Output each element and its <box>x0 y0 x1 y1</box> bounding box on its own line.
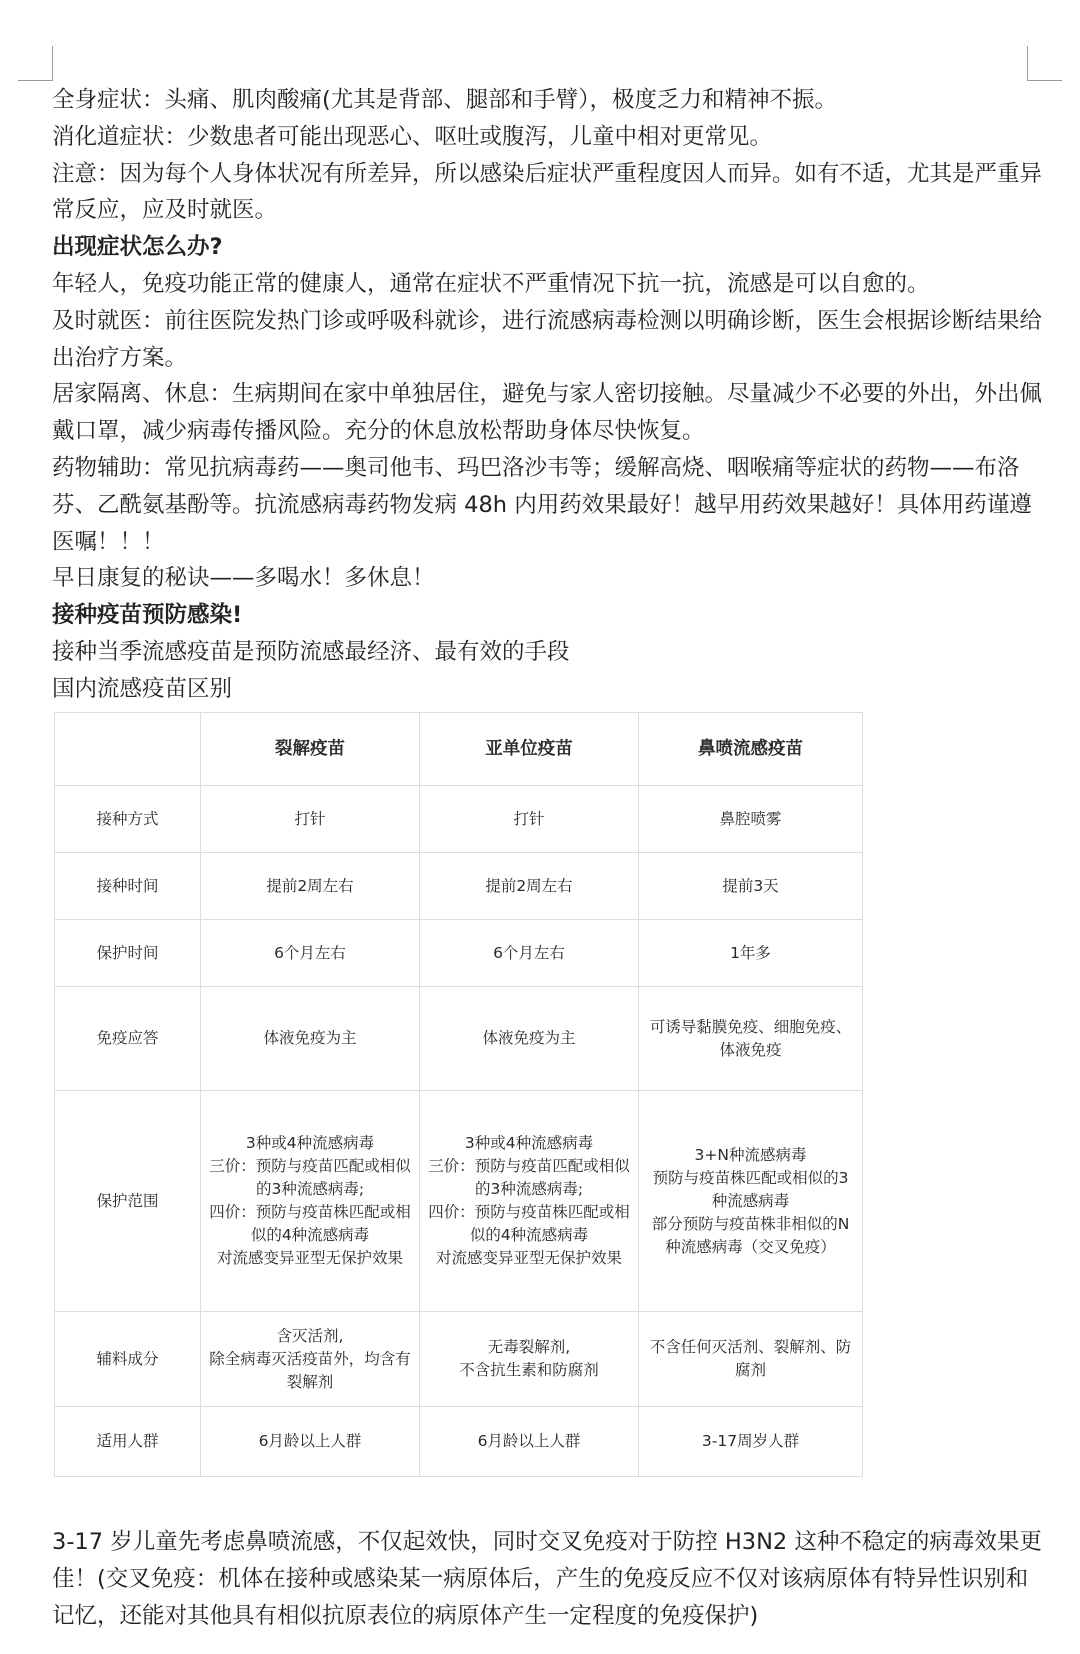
paragraph: 及时就医：前往医院发热门诊或呼吸科就诊，进行流感病毒检测以明确诊断，医生会根据诊断结果给出治疗方案。 <box>52 307 1043 371</box>
column-header: 鼻喷流感疫苗 <box>639 713 863 786</box>
page-cutoff-fade <box>0 1632 1080 1654</box>
page-corner-mark-top-left <box>18 46 53 81</box>
vaccine-comparison-table <box>54 712 863 1477</box>
row-label: 保护范围 <box>55 1091 201 1312</box>
table-cell: 提前3天 <box>639 853 863 920</box>
table-row <box>55 987 863 1091</box>
section-heading: 接种疫苗预防感染! <box>52 602 243 629</box>
table-row <box>55 1312 863 1407</box>
row-label: 辅料成分 <box>55 1312 201 1407</box>
table-cell: 3种或4种流感病毒 三价：预防与疫苗匹配或相似的3种流感病毒; 四价：预防与疫苗株匹配或相似的4种流感病毒 对流感变异亚型无保护效果 <box>201 1091 420 1312</box>
paragraph: 接种当季流感疫苗是预防流感最经济、最有效的手段 <box>52 638 570 665</box>
table-row <box>55 920 863 987</box>
table-cell: 提前2周左右 <box>420 853 639 920</box>
paragraph: 年轻人，免疫功能正常的健康人，通常在症状不严重情况下抗一抗，流感是可以自愈的。 <box>52 270 930 297</box>
row-label: 适用人群 <box>55 1407 201 1477</box>
paragraph: 居家隔离、休息：生病期间在家中单独居住，避免与家人密切接触。尽量减少不必要的外出，外出佩戴口罩，减少病毒传播风险。充分的休息放松帮助身体尽快恢复。 <box>52 381 1043 445</box>
table-cell: 不含任何灭活剂、裂解剂、防腐剂 <box>639 1312 863 1407</box>
table-cell: 6月龄以上人群 <box>201 1407 420 1477</box>
bottom-text-block <box>52 1524 1042 1634</box>
paragraph: 国内流感疫苗区别 <box>52 675 233 702</box>
paragraph: 药物辅助：常见抗病毒药——奥司他韦、玛巴洛沙韦等；缓解高烧、咽喉痛等症状的药物——布洛芬、乙酰氨基酚等。抗流感病毒药物发病 48h 内用药效果最好！越早用药效果越好！具体用药谨遵医嘱！！！ <box>52 454 1032 555</box>
table-cell: 无毒裂解剂, 不含抗生素和防腐剂 <box>420 1312 639 1407</box>
table-cell: 3+N种流感病毒 预防与疫苗株匹配或相似的3种流感病毒 部分预防与疫苗株非相似的N种流感病毒（交叉免疫） <box>639 1091 863 1312</box>
table-cell: 可诱导黏膜免疫、细胞免疫、体液免疫 <box>639 987 863 1091</box>
table-header <box>55 713 863 786</box>
table-cell: 6月龄以上人群 <box>420 1407 639 1477</box>
column-header <box>55 713 201 786</box>
document-body <box>52 82 1042 708</box>
paragraph: 消化道症状：少数患者可能出现恶心、呕吐或腹泻，儿童中相对更常见。 <box>52 123 773 150</box>
table-row <box>55 1407 863 1477</box>
row-label: 接种方式 <box>55 786 201 853</box>
paragraph: 早日康复的秘诀——多喝水！多休息！ <box>52 565 435 592</box>
table-row <box>55 786 863 853</box>
table-cell: 打针 <box>201 786 420 853</box>
row-label: 保护时间 <box>55 920 201 987</box>
table-cell: 1年多 <box>639 920 863 987</box>
page-corner-mark-top-right <box>1027 46 1062 81</box>
table-body <box>55 786 863 1477</box>
table-cell: 含灭活剂, 除全病毒灭活疫苗外，均含有裂解剂 <box>201 1312 420 1407</box>
table-cell: 6个月左右 <box>201 920 420 987</box>
table-cell: 6个月左右 <box>420 920 639 987</box>
table-cell: 3-17周岁人群 <box>639 1407 863 1477</box>
column-header: 裂解疫苗 <box>201 713 420 786</box>
paragraph: 注意：因为每个人身体状况有所差异，所以感染后症状严重程度因人而异。如有不适，尤其是严重异常反应，应及时就医。 <box>52 160 1043 224</box>
table-cell: 体液免疫为主 <box>420 987 639 1091</box>
table-cell: 提前2周左右 <box>201 853 420 920</box>
table-cell: 鼻腔喷雾 <box>639 786 863 853</box>
row-label: 接种时间 <box>55 853 201 920</box>
column-header: 亚单位疫苗 <box>420 713 639 786</box>
table-cell: 打针 <box>420 786 639 853</box>
section-heading: 出现症状怎么办? <box>52 234 223 261</box>
table-cell: 体液免疫为主 <box>201 987 420 1091</box>
table-cell: 3种或4种流感病毒 三价：预防与疫苗匹配或相似的3种流感病毒; 四价：预防与疫苗株匹配或相似的4种流感病毒 对流感变异亚型无保护效果 <box>420 1091 639 1312</box>
table-row <box>55 853 863 920</box>
paragraph: 全身症状：头痛、肌肉酸痛(尤其是背部、腿部和手臂），极度乏力和精神不振。 <box>52 87 838 113</box>
paragraph-cross-immunity: 3-17 岁儿童先考虑鼻喷流感，不仅起效快，同时交叉免疫对于防控 H3N2 这种不稳定的病毒效果更佳！(交叉免疫：机体在接种或感染某一病原体后，产生的免疫反应不仅对该病原体有特异性识别和记忆，还能对其他具有相似抗原表位的病原体产生一定程度的免疫保护) <box>52 1529 1042 1629</box>
table-header-row <box>55 713 863 786</box>
table-row <box>55 1091 863 1312</box>
row-label: 免疫应答 <box>55 987 201 1091</box>
